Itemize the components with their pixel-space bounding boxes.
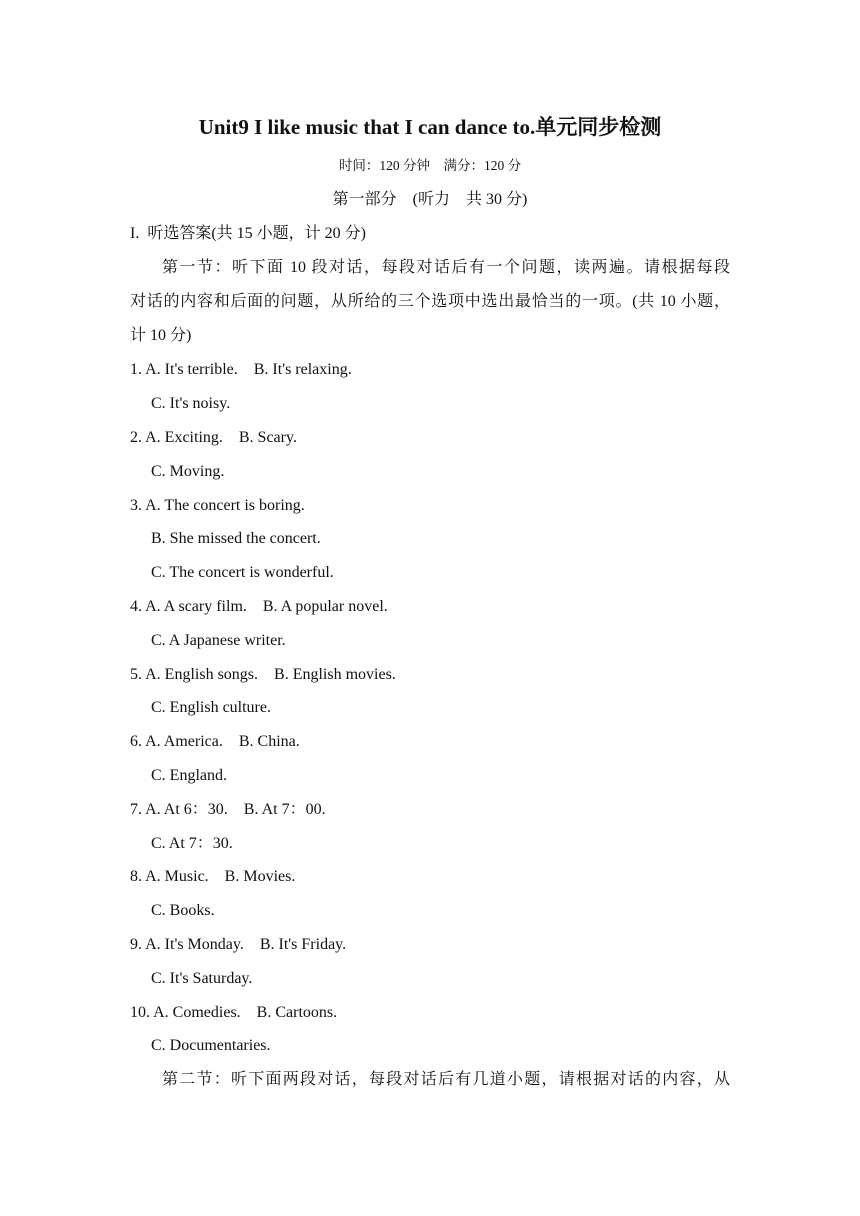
instruction-line: 对话的内容和后面的问题，从所给的三个选项中选出最恰当的一项。(共 10 小题， bbox=[130, 293, 730, 310]
question-10-option-c: C. Documentaries. bbox=[151, 1037, 271, 1054]
question-1: 1. A. It's terrible. B. It's relaxing. bbox=[130, 361, 352, 378]
question-7-option-c: C. At 7：30. bbox=[151, 835, 233, 852]
question-1-option-c: C. It's noisy. bbox=[151, 395, 231, 412]
question-2: 2. A. Exciting. B. Scary. bbox=[130, 429, 297, 446]
question-7: 7. A. At 6：30. B. At 7：00. bbox=[130, 801, 326, 818]
question-4: 4. A. A scary film. B. A popular novel. bbox=[130, 598, 388, 615]
question-5-option-c: C. English culture. bbox=[151, 699, 271, 716]
question-3-option-b: B. She missed the concert. bbox=[151, 530, 321, 547]
question-5: 5. A. English songs. B. English movies. bbox=[130, 666, 396, 683]
section-heading: I. 听选答案(共 15 小题，计 20 分) bbox=[130, 225, 366, 242]
instruction-line: 第一节：听下面 10 段对话，每段对话后有一个问题，读两遍。请根据每段 bbox=[162, 259, 730, 276]
question-9: 9. A. It's Monday. B. It's Friday. bbox=[130, 936, 347, 953]
instruction-line: 第二节：听下面两段对话，每段对话后有几道小题，请根据对话的内容，从 bbox=[162, 1071, 730, 1088]
question-4-option-c: C. A Japanese writer. bbox=[151, 632, 286, 649]
question-6: 6. A. America. B. China. bbox=[130, 733, 300, 750]
question-9-option-c: C. It's Saturday. bbox=[151, 970, 253, 987]
instruction-line: 计 10 分) bbox=[130, 327, 192, 344]
part-heading: 第一部分 (听力 共 30 分) bbox=[332, 191, 528, 208]
question-2-option-c: C. Moving. bbox=[151, 463, 225, 480]
exam-time-score: 时间：120 分钟 满分：120 分 bbox=[338, 158, 522, 173]
question-3-option-c: C. The concert is wonderful. bbox=[151, 564, 334, 581]
question-10: 10. A. Comedies. B. Cartoons. bbox=[130, 1004, 338, 1021]
question-6-option-c: C. England. bbox=[151, 767, 227, 784]
question-8: 8. A. Music. B. Movies. bbox=[130, 868, 296, 885]
question-3: 3. A. The concert is boring. bbox=[130, 497, 305, 514]
document-title: Unit9 I like music that I can dance to.单元同步检测 bbox=[198, 115, 662, 139]
question-8-option-c: C. Books. bbox=[151, 902, 215, 919]
